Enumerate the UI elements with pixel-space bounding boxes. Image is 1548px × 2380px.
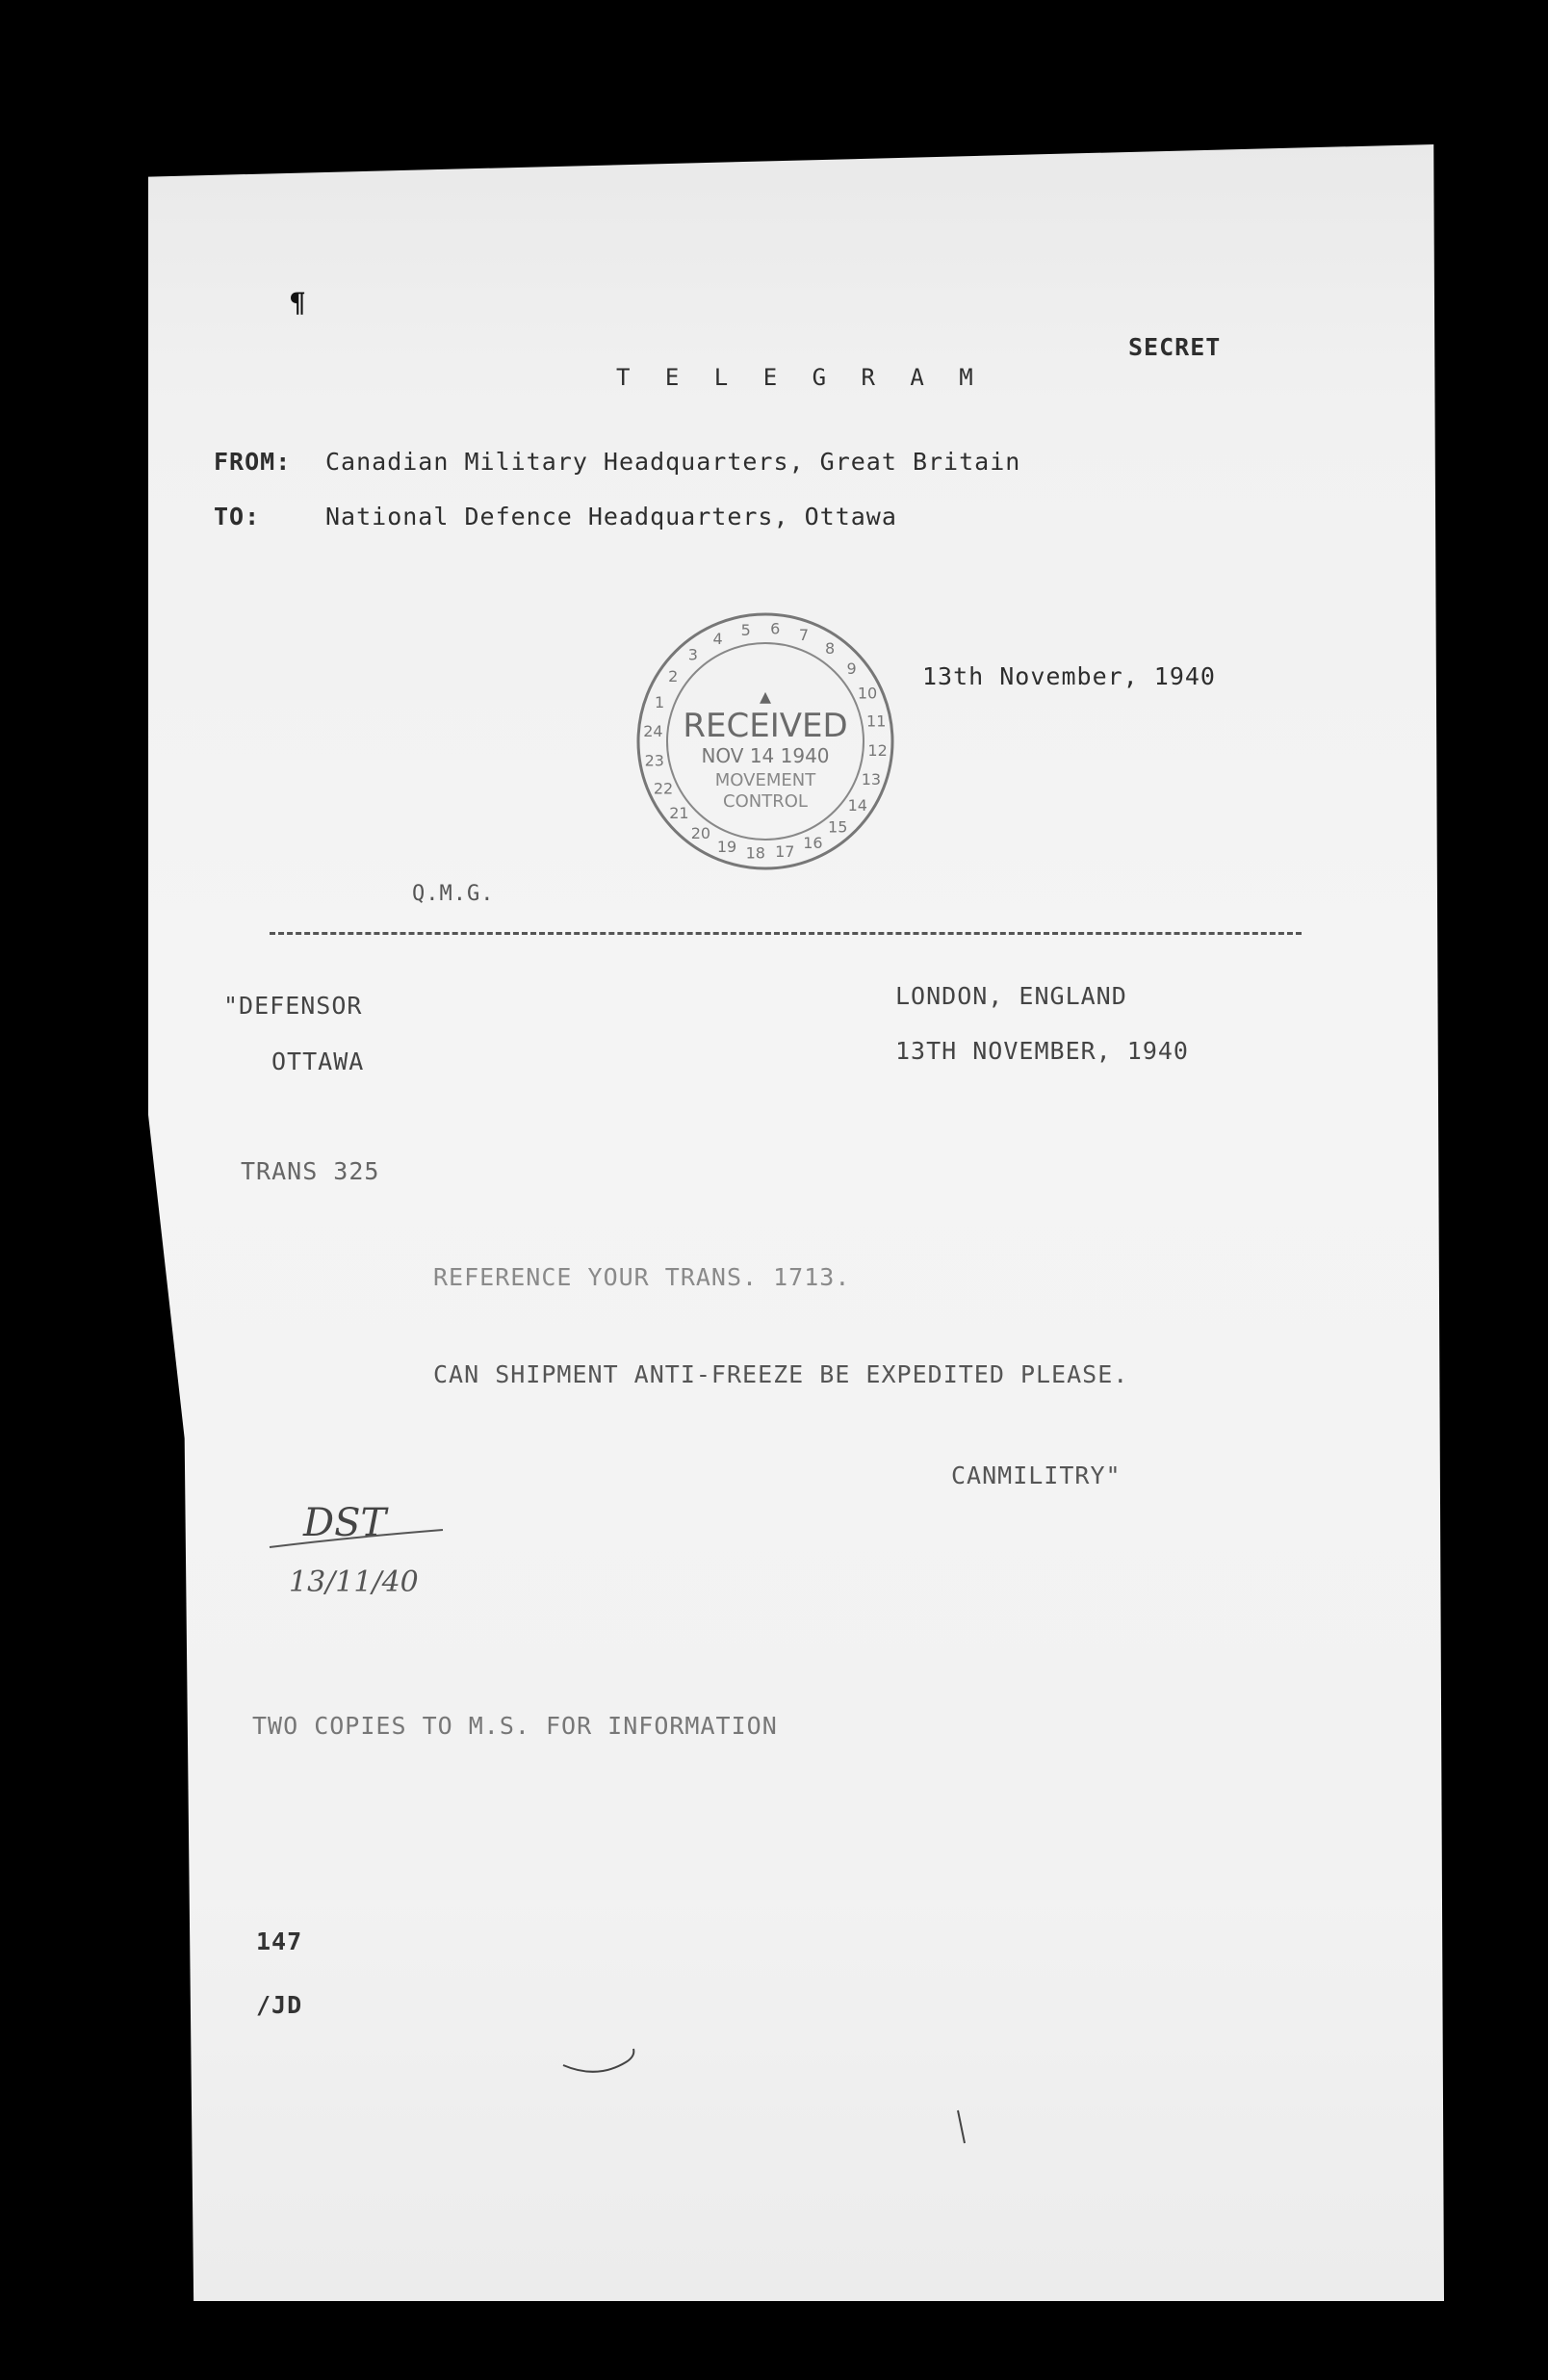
stamp-ring-number: 15 (828, 817, 848, 837)
address-line-2: OTTAWA (271, 1048, 365, 1075)
dashed-divider (270, 932, 1302, 935)
stamp-line2: CONTROL (723, 791, 808, 812)
handwritten-date-text: 13/11/40 (289, 1565, 419, 1599)
sent-date: 13th November, 1940 (922, 662, 1216, 690)
stamp-ring-number: 16 (803, 834, 823, 852)
page-number: 147 (256, 1927, 303, 1955)
address-line-1: "DEFENSOR (223, 992, 363, 1020)
stamp-ring-number: 10 (857, 684, 878, 703)
to-label: TO: (214, 503, 261, 530)
stamp-ring-number: 17 (775, 842, 795, 862)
stamp-ring-number: 5 (740, 620, 751, 639)
stamp-ring-number: 24 (643, 721, 663, 740)
message-body: CAN SHIPMENT ANTI-FREEZE BE EXPEDITED PLEASE. (433, 1360, 1129, 1388)
stamp-ring-number: 13 (861, 770, 882, 789)
stamp-ring-number: 3 (687, 645, 698, 664)
stamp-ring-number: 2 (668, 666, 679, 686)
handwritten-initials (260, 1488, 481, 1613)
stamp-ring-number: 8 (825, 639, 836, 659)
pilcrow-mark: ¶ (289, 287, 306, 319)
stamp-ring-number: 20 (690, 823, 711, 842)
pencil-tick (953, 2108, 982, 2147)
typist-initials: /JD (256, 1991, 303, 2019)
from-value: Canadian Military Headquarters, Great Britain (325, 448, 1021, 476)
stamp-ring-number: 1 (655, 693, 665, 711)
pencil-scribble (558, 2041, 655, 2080)
stamp-ring-number: 22 (653, 779, 674, 798)
from-label: FROM: (214, 448, 292, 476)
to-value: National Defence Headquarters, Ottawa (325, 503, 897, 530)
message-origin: LONDON, ENGLAND (895, 982, 1127, 1010)
trans-number: TRANS 325 (241, 1157, 380, 1185)
handwritten-initials-text: DST (303, 1501, 387, 1545)
stamp-ring-number: 19 (716, 837, 737, 856)
stamp-ring-number: 4 (712, 630, 723, 648)
received-stamp (631, 607, 900, 876)
stamp-ring-number: 12 (867, 741, 888, 761)
stamp-date: NOV 14 1940 (701, 744, 830, 767)
stamp-arrow-icon: ▲ (759, 685, 772, 708)
stamp-ring-number: 18 (745, 843, 765, 863)
stamp-line1: MOVEMENT (714, 770, 816, 790)
document-title: T E L E G R A M (616, 364, 984, 391)
classification-label: SECRET (1128, 333, 1222, 361)
message-reference: REFERENCE YOUR TRANS. 1713. (433, 1263, 851, 1291)
stamp-received: RECEIVED (683, 707, 848, 745)
stamp-ring-number: 9 (846, 659, 857, 678)
message-signature: CANMILITRY" (951, 1462, 1122, 1489)
stamp-ring-number: 7 (798, 626, 810, 645)
stamp-ring-number: 21 (669, 804, 689, 823)
routing-recipient: Q.M.G. (412, 882, 495, 906)
stamp-ring-number: 23 (644, 751, 664, 770)
stamp-ring-number: 11 (866, 711, 887, 731)
distribution-note: TWO COPIES TO M.S. FOR INFORMATION (252, 1712, 778, 1740)
stamp-ring-number: 14 (847, 796, 867, 815)
message-date: 13TH NOVEMBER, 1940 (895, 1037, 1189, 1065)
stamp-ring-number: 6 (770, 619, 781, 638)
